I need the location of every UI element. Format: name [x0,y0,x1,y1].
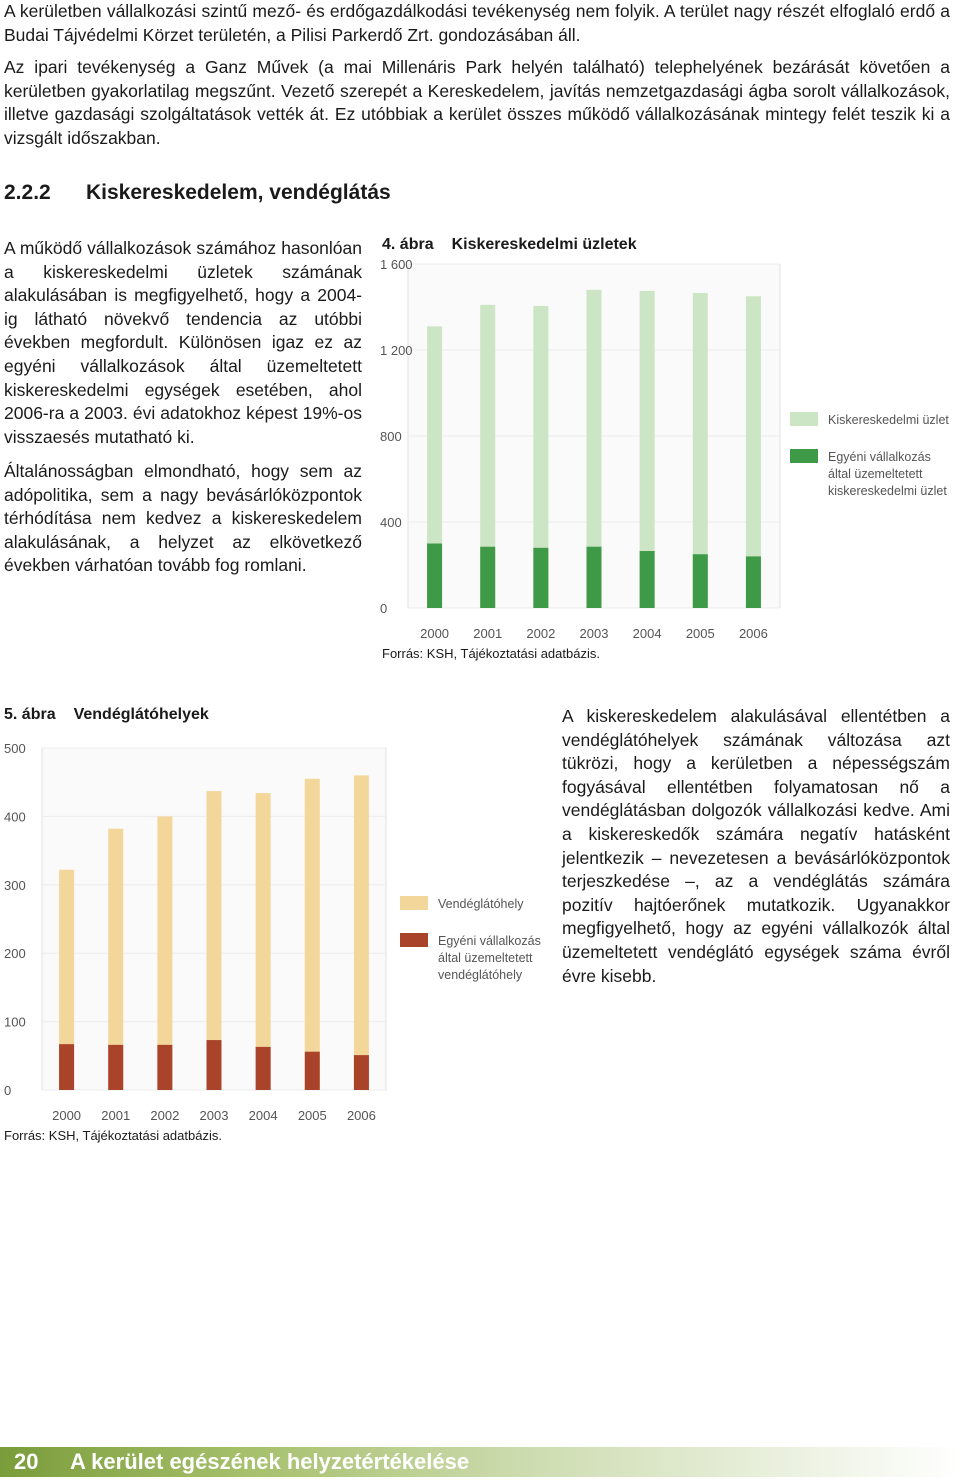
figure-4-number: 4. ábra [382,236,434,253]
restaurant-bar-individual-2003 [207,1040,222,1090]
retail-bar-individual-2001 [480,547,495,608]
retail-bar-individual-2004 [640,551,655,608]
retail-bar-individual-2002 [533,548,548,608]
restaurant-y-tick-label: 400 [4,809,26,825]
body-paragraph-1: A működő vállalkozások számához hasonlóan a kiskereskedelmi üzletek számának alakulásában is megfigyelhető, hogy a 2004-ig látható növekvő tendencia az utóbbi években megfordult. Különösen igaz ez az egyéni vállalkozások által üzemeltetett kiskereskedelmi egységek esetében, ahol 2006-ra a 2003. évi adatokhoz képest 19%-os visszaesés mutatható ki. [4,238,362,447]
retail-legend-label: Kiskereskedelmi üzlet [828,413,949,427]
intro-paragraph-2: Az ipari tevékenység a Ganz Művek (a mai Millenáris Park helyén található) telephelyének bezárását követően a kerületben gyakorlatilag megszűnt. Vezető szerepét a Kereskedelem, javítás nemzetgazdasági ágba sorolt vállalkozások, illetve gazdasági szolgáltatások vették át. Ez utóbbiak a kerület összes működő vállalkozásának mintegy felét teszik ki a vizsgált időszakban. [4,57,950,148]
restaurant-y-tick-label: 300 [4,877,26,893]
retail-x-tick-label: 2001 [473,626,503,641]
restaurant-bar-individual-2006 [354,1055,369,1090]
restaurants-chart-svg [0,736,560,1128]
restaurant-bar-individual-2004 [256,1047,271,1090]
retail-x-tick-label: 2006 [738,626,768,641]
retail-legend-label: Egyéni vállalkozás [828,450,931,464]
retail-shops-chart-svg [378,256,960,646]
retail-legend-swatch [790,449,818,463]
restaurant-bar-individual-2001 [108,1045,123,1090]
figure-4-caption [382,236,637,254]
footer-title: A kerület egészének helyzetértékelése [70,1449,470,1474]
retail-legend-swatch [790,412,818,426]
retail-x-tick-label: 2002 [526,626,556,641]
page-number: 20 [14,1449,39,1474]
restaurant-bar-total-2005 [305,779,320,1090]
restaurants-chart [0,736,560,1128]
retail-x-tick-label: 2003 [579,626,609,641]
retail-x-tick-label: 2000 [420,626,450,641]
retail-y-tick-label: 1 600 [380,257,413,272]
retail-y-tick-label: 1 200 [380,343,413,358]
restaurant-x-tick-label: 2006 [346,1108,376,1123]
retail-bar-individual-2005 [693,554,708,608]
restaurant-x-tick-label: 2005 [297,1108,327,1123]
retail-y-tick-label: 800 [380,429,402,444]
retail-shops-chart [378,256,960,646]
section-heading [4,181,391,205]
section-title: Kiskereskedelem, vendéglátás [86,181,391,204]
restaurant-y-tick-label: 500 [4,741,26,756]
intro-paragraph-1: A kerületben vállalkozási szintű mező- és erdőgazdálkodási tevékenység nem folyik. A terület nagy részét elfoglaló erdő a Budai Tájvédelmi Körzet területén, a Pilisi Parkerdő Zrt. gondozásában áll. [4,1,950,45]
figure-5-source: Forrás: KSH, Tájékoztatási adatbázis. [4,1128,222,1143]
restaurant-x-tick-label: 2001 [101,1108,131,1123]
retail-y-tick-label: 400 [380,515,402,530]
section-number: 2.2.2 [4,181,51,204]
figure-5-caption [4,706,209,724]
restaurant-bar-individual-2005 [305,1052,320,1090]
retail-legend-label: által üzemeltetett [828,467,923,481]
restaurant-legend-label: által üzemeltetett [438,951,533,965]
figure-5-title: Vendéglátóhelyek [73,706,209,723]
retail-bar-individual-2006 [746,556,761,608]
restaurant-y-tick-label: 100 [4,1014,26,1030]
restaurant-legend-swatch [400,896,428,910]
restaurant-y-tick-label: 200 [4,946,26,962]
figure-4-source: Forrás: KSH, Tájékoztatási adatbázis. [382,646,600,661]
figure-4-title: Kiskereskedelmi üzletek [451,236,637,253]
restaurant-legend-label: vendéglátóhely [438,968,523,982]
restaurant-bar-individual-2000 [59,1044,74,1090]
restaurant-x-tick-label: 2003 [199,1108,229,1123]
figure-5-number: 5. ábra [4,706,56,723]
restaurant-bar-total-2006 [354,775,369,1090]
retail-y-tick-label: 0 [380,601,388,616]
retail-legend-label: kiskereskedelmi üzlet [828,484,947,498]
page-footer [0,1447,960,1477]
restaurant-legend-label: Egyéni vállalkozás [438,934,541,948]
retail-bar-individual-2000 [427,544,442,609]
retail-x-tick-label: 2005 [685,626,715,641]
body-paragraph-3: A kiskereskedelem alakulásával ellentétben a vendéglátóhelyek számának változása azt tükrözi, hogy a kerületben a népességszám fogyásával ellentétben folyamatosan nő a vendéglátásban dolgozók vállalkozási kedve. Ami a kiskereskedők számára negatív hatásként jelentkezik – nevezetesen a bevásárlóközpontok terjeszkedése –, az a vendéglátás számára pozitív hajtóerőnek mutatkozik. Ugyanakkor megfigyelhető, hogy az egyéni vállalkozók által üzemeltetett vendéglátó egységek száma évről évre kisebb. [562,706,950,986]
retail-x-tick-label: 2004 [632,626,662,641]
restaurant-bar-total-2004 [256,793,271,1090]
restaurant-x-tick-label: 2000 [52,1108,82,1123]
restaurant-x-tick-label: 2004 [248,1108,278,1123]
body-paragraph-2: Általánosságban elmondható, hogy sem az adópolitika, sem a nagy bevásárlóközpontok térhódítása nem kedvez a kiskereskedelem alakulásának, a helyzet az elkövetkező években várhatóan tovább fog romlani. [4,461,362,576]
restaurant-x-tick-label: 2002 [150,1108,180,1123]
restaurant-bar-individual-2002 [157,1045,172,1090]
restaurant-legend-label: Vendéglátóhely [438,897,524,911]
retail-bar-individual-2003 [587,547,602,608]
restaurant-y-tick-label: 0 [4,1083,12,1098]
restaurant-legend-swatch [400,933,428,947]
